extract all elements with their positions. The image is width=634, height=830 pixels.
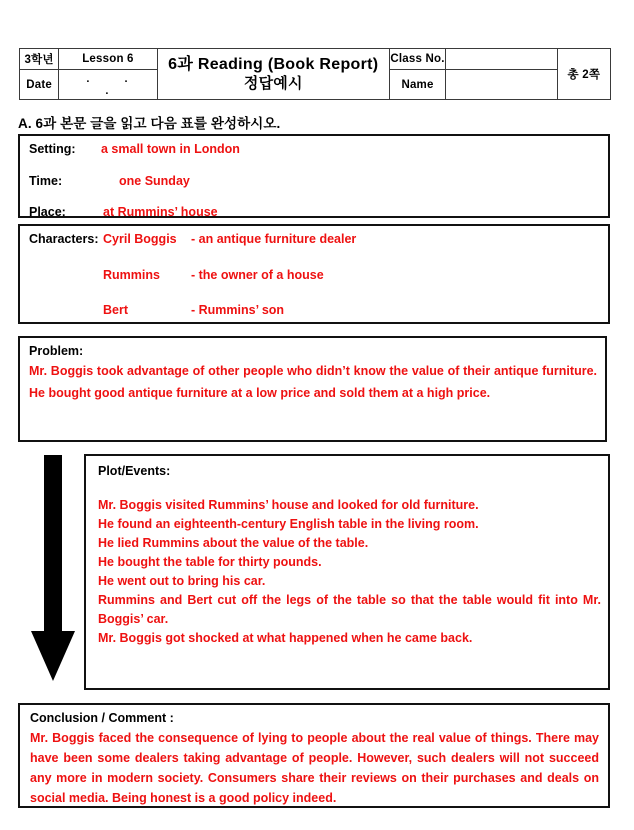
class-no-field[interactable] [446, 49, 558, 70]
place-label: Place: [29, 205, 66, 219]
date-value-cell[interactable] [59, 70, 158, 100]
plot-event-item: Mr. Boggis visited Rummins’ house and looked for old furniture. [98, 498, 479, 512]
page-title: 6과 Reading (Book Report) [168, 56, 379, 74]
plot-inner [86, 456, 608, 648]
conclusion-text: Mr. Boggis faced the consequence of lying to people about the real value of things. There may have been some dealers taking advantage of people. However, such dealers will not succeed any more in modern society. Consumers share their reviews on their purchases and deals on social media. Being honest is a good policy indeed. [30, 731, 599, 805]
setting-label: Setting: [29, 142, 76, 156]
place-value: at Rummins’ house [103, 205, 218, 219]
header-info-table [19, 48, 611, 100]
plot-event-item: He found an eighteenth-century English table in the living room. [98, 517, 479, 531]
total-pages-cell: 총 2쪽 [557, 49, 610, 100]
worksheet-title-cell [157, 49, 389, 100]
characters-label: Characters: [29, 232, 99, 246]
date-label-cell: Date [20, 70, 59, 100]
place-row [29, 205, 218, 219]
character-description: - the owner of a house [191, 268, 324, 282]
date-dots: . . . [86, 72, 144, 97]
time-row [29, 174, 190, 188]
problem-text: Mr. Boggis took advantage of other people who didn’t know the value of their antique furniture. He bought good antique furniture at a low price and sold them at a high price. [29, 364, 597, 400]
conclusion-inner [20, 705, 608, 808]
time-value: one Sunday [119, 174, 190, 188]
plot-event-list [98, 496, 601, 648]
character-row [29, 268, 324, 282]
time-label: Time: [29, 174, 63, 188]
character-name: Rummins [103, 268, 160, 282]
plot-event-item: He went out to bring his car. [98, 574, 266, 588]
character-row [29, 232, 356, 246]
characters-box [18, 224, 610, 324]
grade-cell: 3학년 [20, 49, 59, 70]
plot-label: Plot/Events: [98, 464, 171, 478]
class-no-label: Class No. [389, 49, 445, 70]
problem-box [18, 336, 607, 442]
plot-event-item: He lied Rummins about the value of the table. [98, 536, 369, 550]
character-description: - Rummins’ son [191, 303, 285, 317]
character-row [29, 303, 284, 317]
character-description: - an antique furniture dealer [191, 232, 357, 246]
plot-event-item: Mr. Boggis got shocked at what happened when he came back. [98, 631, 473, 645]
plot-event-item: He bought the table for thirty pounds. [98, 555, 322, 569]
setting-time-place-box [18, 134, 610, 218]
instruction-text: A. 6과 본문 글을 읽고 다음 표를 완성하시오. [18, 116, 281, 131]
lesson-cell: Lesson 6 [59, 49, 158, 70]
conclusion-comment-box [18, 703, 610, 808]
character-name: Bert [103, 303, 129, 317]
setting-row [29, 142, 240, 156]
plot-event-item: Rummins and Bert cut off the legs of the table so that the table would fit into Mr. Boggis’ car. [98, 593, 601, 626]
character-name: Cyril Boggis [103, 232, 177, 246]
header-row-top [20, 49, 611, 70]
problem-label: Problem: [29, 344, 84, 358]
setting-value: a small town in London [101, 142, 240, 156]
name-label: Name [389, 70, 445, 100]
plot-events-box [84, 454, 610, 690]
problem-inner [20, 338, 605, 404]
name-field[interactable] [446, 70, 558, 100]
conclusion-label: Conclusion / Comment : [30, 711, 174, 725]
arrow-down-icon [31, 455, 75, 681]
page-subtitle: 정답예시 [243, 74, 303, 92]
